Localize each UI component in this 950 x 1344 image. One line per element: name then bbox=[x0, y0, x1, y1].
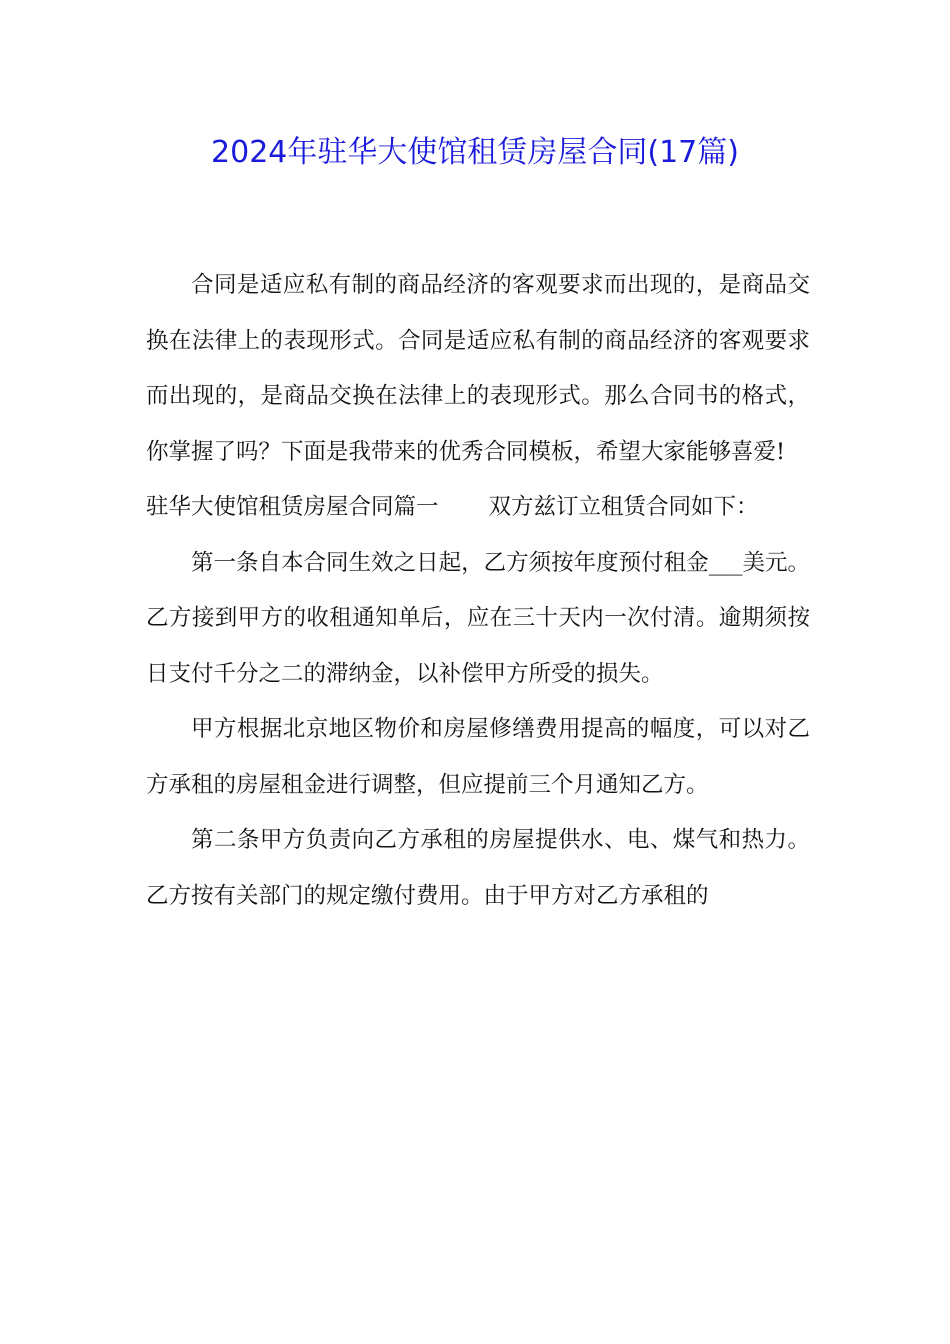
article-paragraph: 第一条自本合同生效之日起，乙方须按年度预付租金___美元。乙方接到甲方的收租通知单后，应在三十天内一次付清。逾期须按日支付千分之二的滞纳金，以补偿甲方所受的损失。 bbox=[146, 549, 810, 687]
section-heading: 驻华大使馆租赁房屋合同篇一 bbox=[146, 494, 439, 520]
section-heading-line bbox=[146, 480, 810, 536]
document-body bbox=[146, 258, 810, 924]
document-title: 2024年驻华大使馆租赁房屋合同(17篇) bbox=[211, 135, 739, 170]
section-lead: 双方兹订立租赁合同如下： bbox=[488, 494, 759, 520]
article-paragraph: 第二条甲方负责向乙方承租的房屋提供水、电、煤气和热力。乙方按有关部门的规定缴付费用。由于甲方对乙方承租的 bbox=[146, 827, 810, 909]
intro-paragraph: 合同是适应私有制的商品经济的客观要求而出现的，是商品交换在法律上的表现形式。合同是适应私有制的商品经济的客观要求而出现的，是商品交换在法律上的表现形式。那么合同书的格式，你掌握了吗？下面是我带来的优秀合同模板，希望大家能够喜爱! bbox=[146, 272, 810, 465]
article-paragraph: 甲方根据北京地区物价和房屋修缮费用提高的幅度，可以对乙方承租的房屋租金进行调整，但应提前三个月通知乙方。 bbox=[146, 716, 810, 798]
